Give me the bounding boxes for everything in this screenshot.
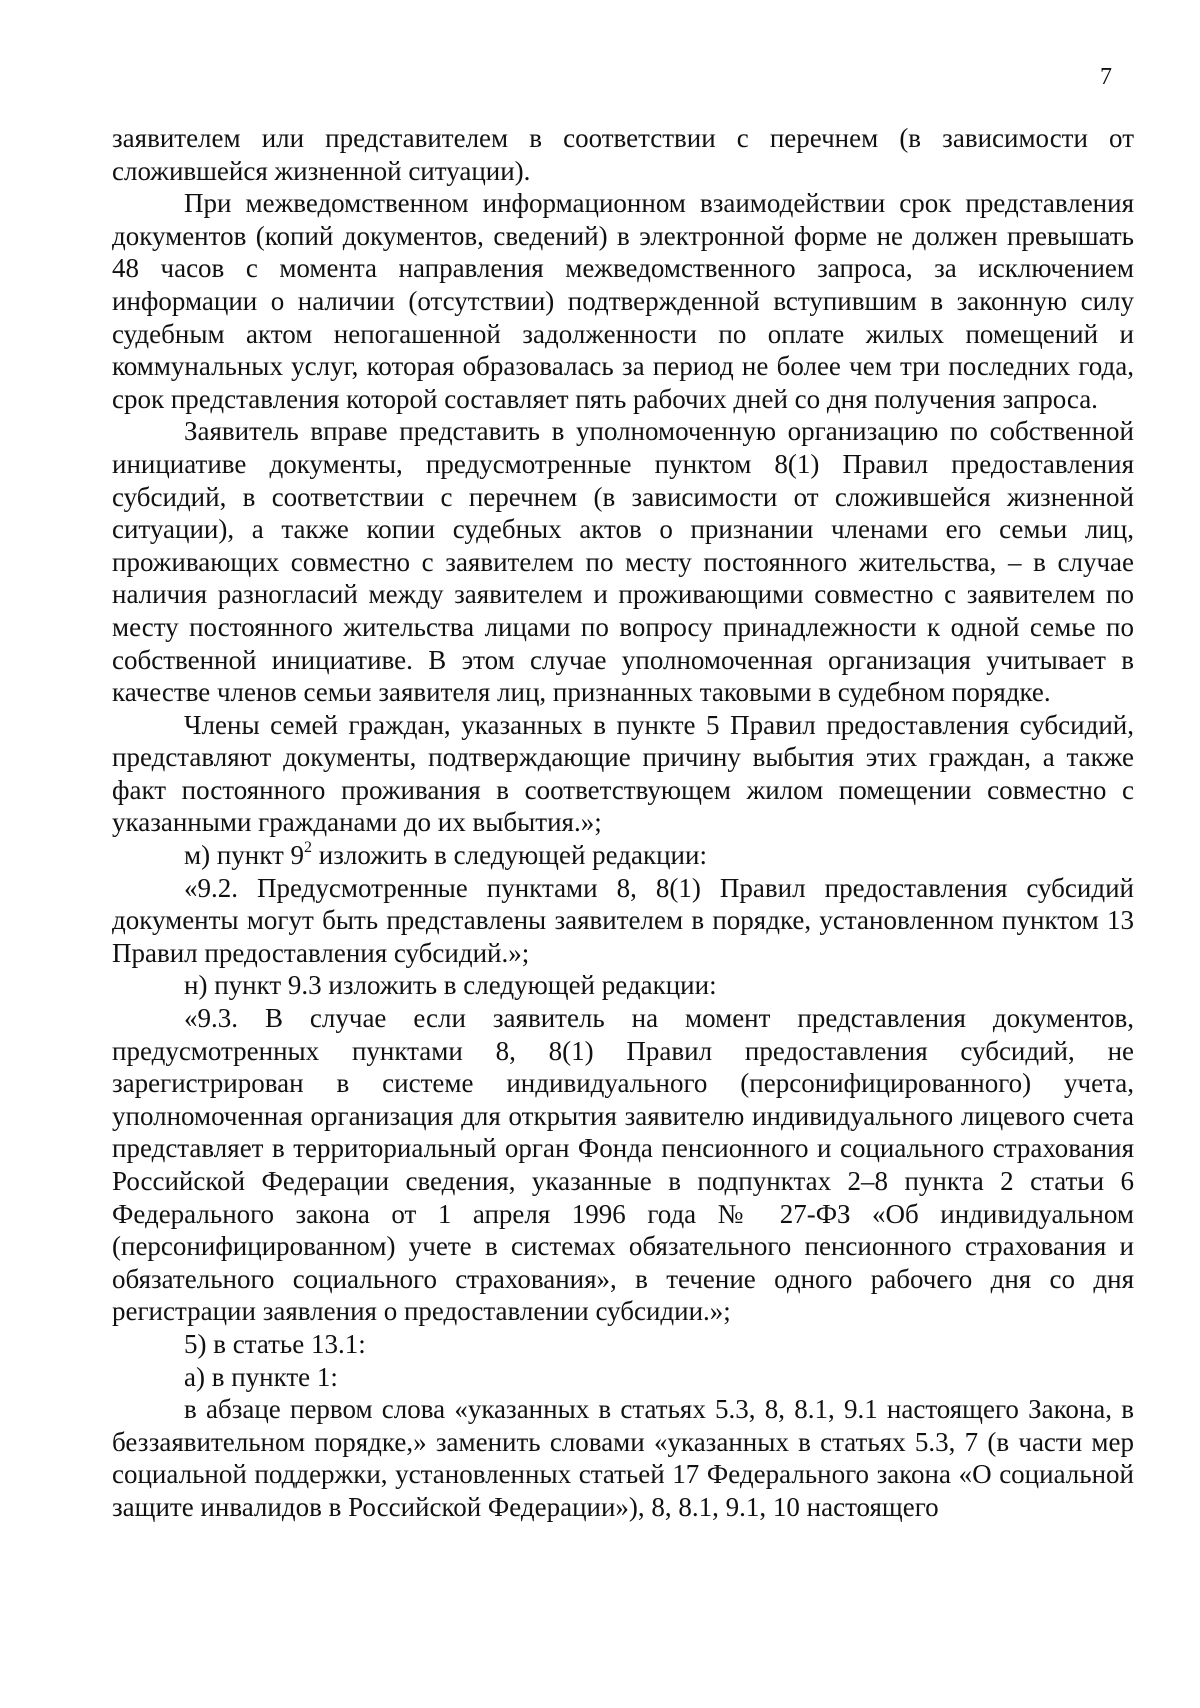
paragraph-1: заявителем или представителем в соответствии с перечнем (в зависимости от сложившейся жизненной ситуации). xyxy=(112,123,1134,186)
paragraph-5 xyxy=(112,839,1134,872)
page-number: 7 xyxy=(1100,64,1112,90)
paragraph-5-text-before: м) пункт 9 xyxy=(184,840,305,871)
paragraph-2: При межведомственном информационном взаимодействии срок представления документов (копий документов, сведений) в электронной форме не должен превышать 48 часов с момента направления межведомственного запроса, за исключением информации о наличии (отсутствии) подтвержденной вступившим в законную силу судебным актом непогашенной задолженности по оплате жилых помещений и коммунальных услуг, которая образовалась за период не более чем три последних года, срок представления которой составляет пять рабочих дней со дня получения запроса. xyxy=(112,188,1134,414)
paragraph-4: Члены семей граждан, указанных в пункте 5 Правил предоставления субсидий, представляют документы, подтверждающие причину выбытия этих граждан, а также факт постоянного проживания в соответствующем жилом помещении совместно с указанными гражданами до их выбытия.»; xyxy=(112,709,1134,838)
paragraph-11: в абзаце первом слова «указанных в статьях 5.3, 8, 8.1, 9.1 настоящего Закона, в беззаявительном порядке,» заменить словами «указанных в статьях 5.3, 7 (в части мер социальной поддержки, установленных статьей 17 Федерального закона «О социальной защите инвалидов в Российской Федерации»), 8, 8.1, 9.1, 10 настоящего xyxy=(112,1394,1134,1522)
paragraph-3: Заявитель вправе представить в уполномоченную организацию по собственной инициативе документы, предусмотренные пунктом 8(1) Правил предоставления субсидий, в соответствии с перечнем (в зависимости от сложившейся жизненной ситуации), а также копии судебных актов о признании членами его семьи лиц, проживающих совместно с заявителем по месту постоянного жительства, – в случае наличия разногласий между заявителем и проживающими совместно с заявителем по месту постоянного жительства лицами по вопросу принадлежности к одной семье по собственной инициативе. В этом случае уполномоченная организация учитывает в качестве членов семьи заявителя лиц, признанных таковыми в судебном порядке. xyxy=(112,416,1134,708)
paragraph-9: 5) в статье 13.1: xyxy=(184,1328,366,1359)
paragraph-10: а) в пункте 1: xyxy=(184,1361,338,1392)
paragraph-5-text-after: изложить в следующей редакции: xyxy=(312,840,707,871)
superscript-2: 2 xyxy=(304,839,313,857)
document-body xyxy=(112,122,1134,1524)
paragraph-6: «9.2. Предусмотренные пунктами 8, 8(1) Правил предоставления субсидий документы могут быть представлены заявителем в порядке, установленном пунктом 13 Правил предоставления субсидий.»; xyxy=(112,872,1134,968)
paragraph-7: н) пункт 9.3 изложить в следующей редакции: xyxy=(184,970,717,1001)
paragraph-8: «9.3. В случае если заявитель на момент представления документов, предусмотренных пунктами 8, 8(1) Правил предоставления субсидий, не зарегистрирован в системе индивидуального (персонифицированного) учета, уполномоченная организация для открытия заявителю индивидуального лицевого счета представляет в территориальный орган Фонда пенсионного и социального страхования Российской Федерации сведения, указанные в подпунктах 2–8 пункта 2 статьи 6 Федерального закона от 1 апреля 1996 года № 27-ФЗ «Об индивидуальном (персонифицированном) учете в системах обязательного пенсионного страхования и обязательного социального страхования», в течение одного рабочего дня со дня регистрации заявления о предоставлении субсидии.»; xyxy=(112,1003,1134,1327)
